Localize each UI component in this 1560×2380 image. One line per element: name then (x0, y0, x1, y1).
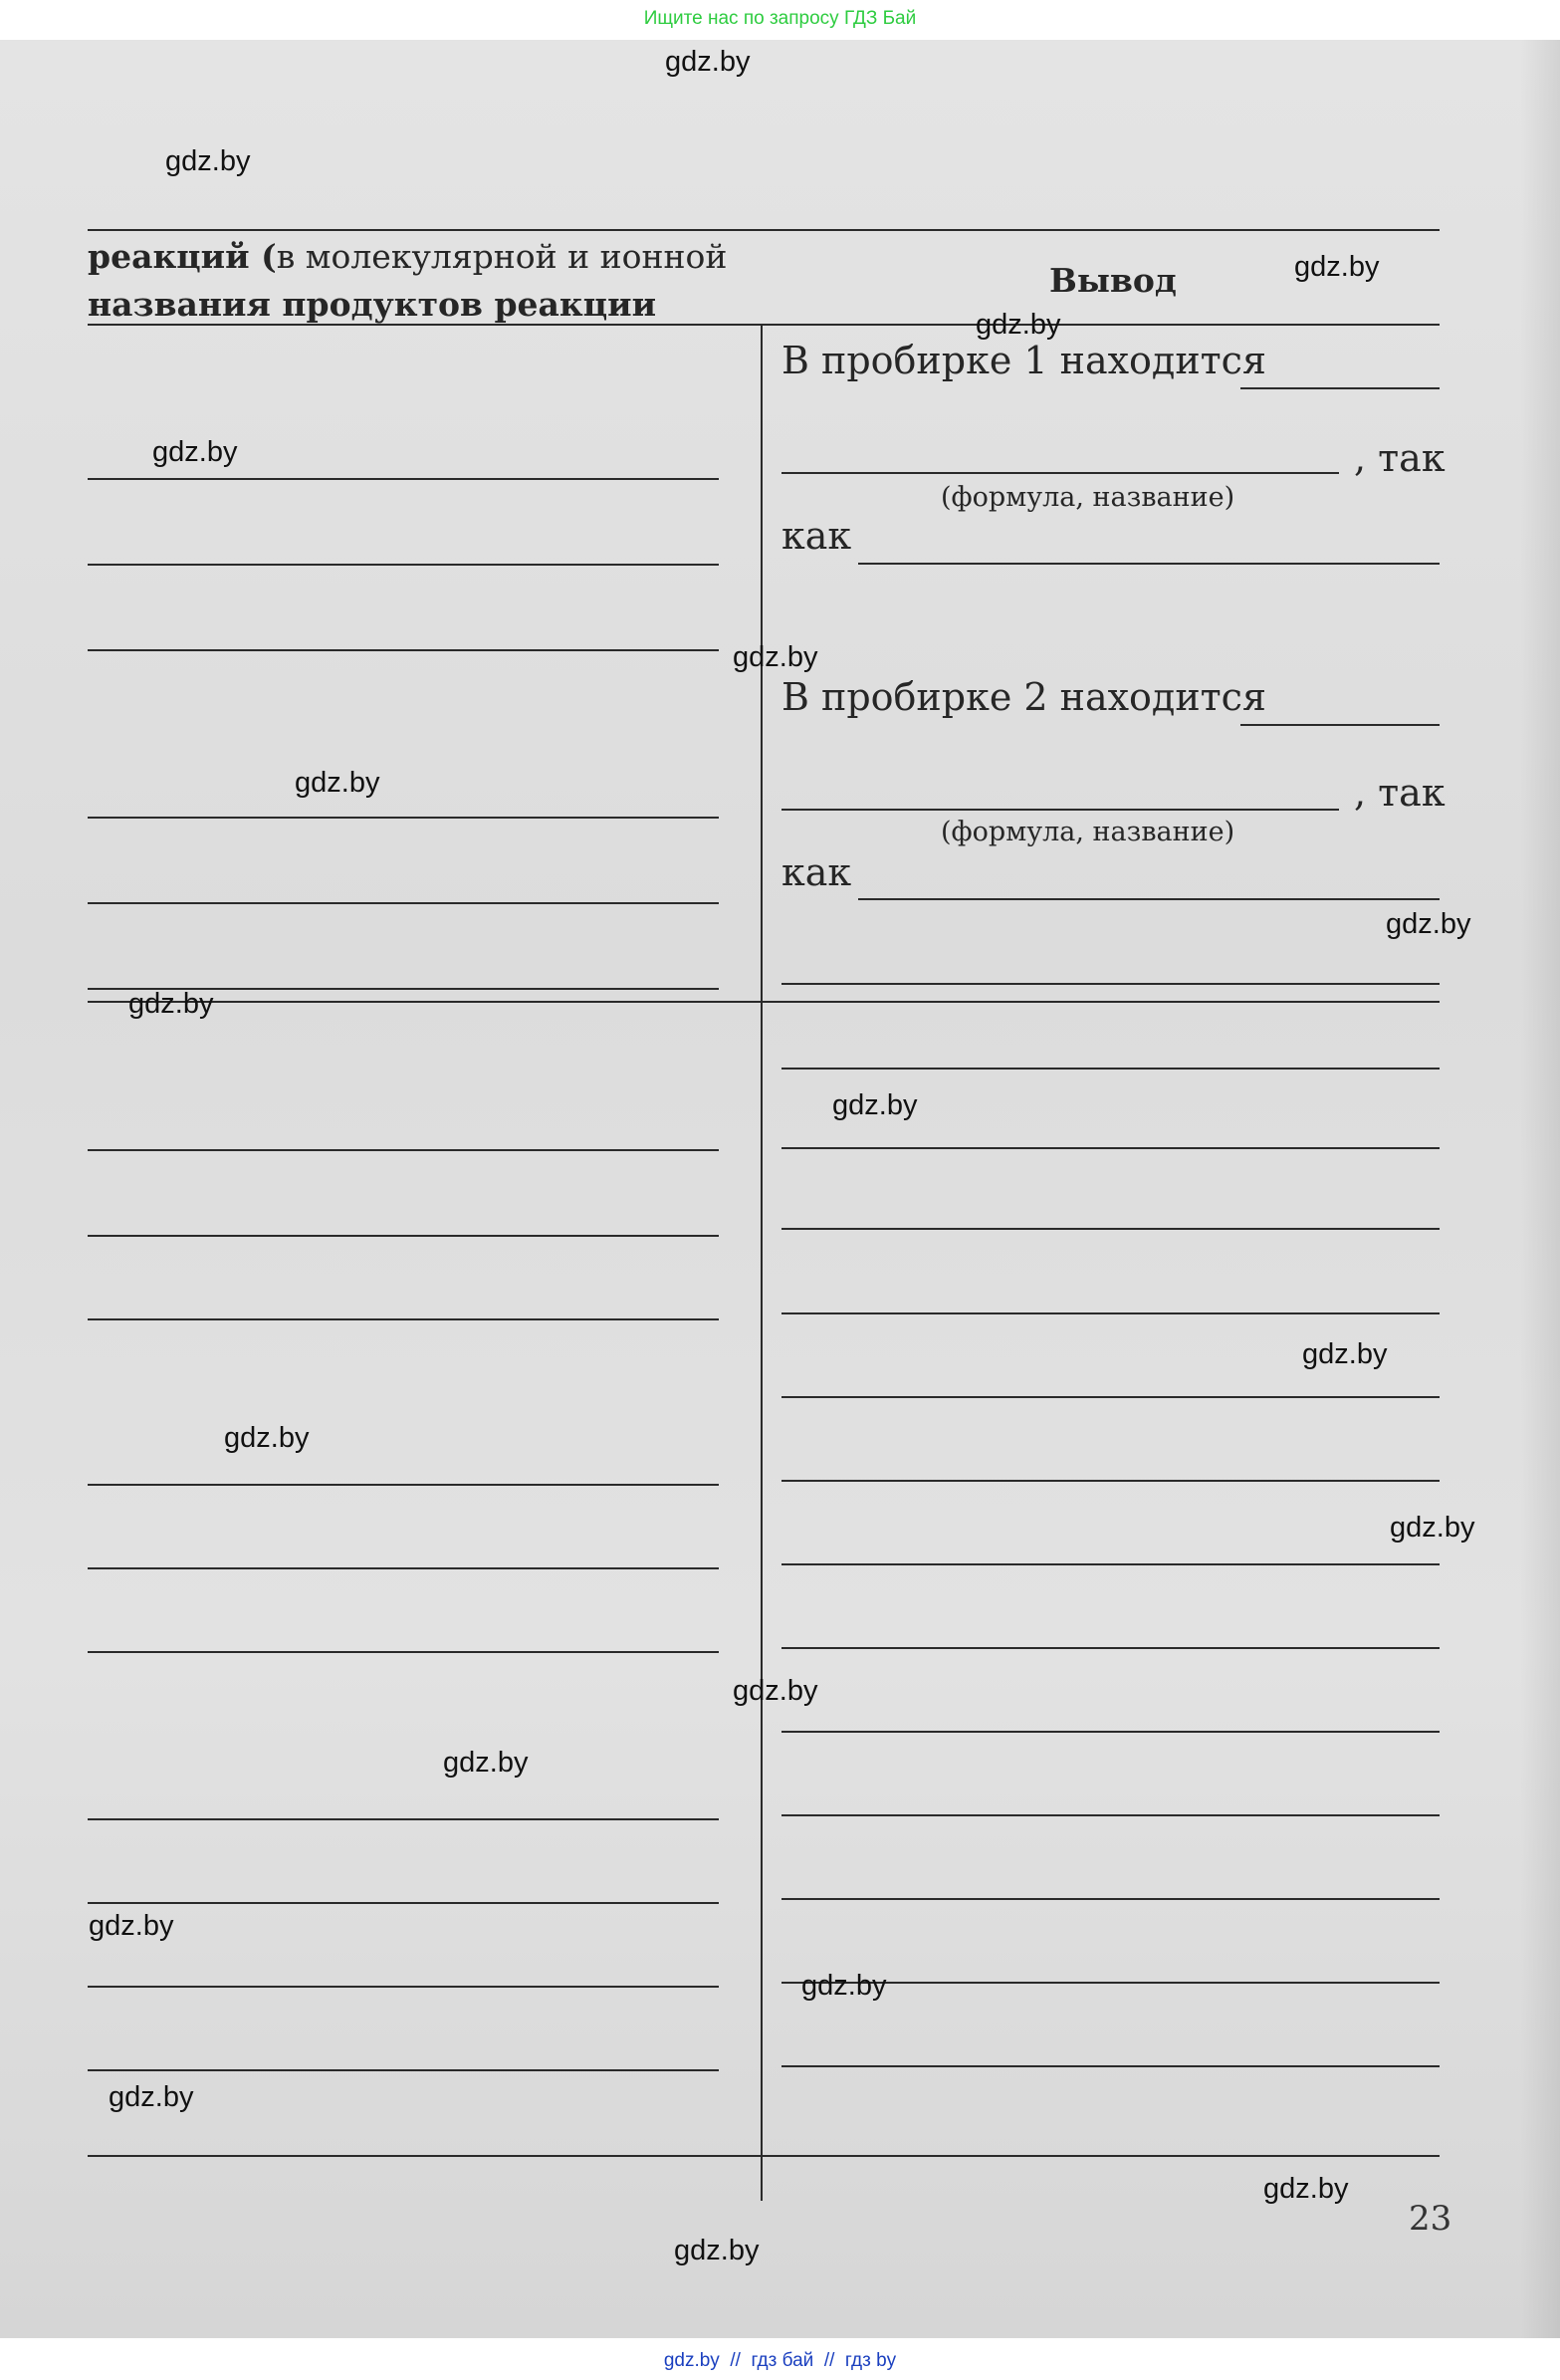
answer-line (781, 2065, 1440, 2067)
equation-line (88, 478, 719, 480)
top-banner[interactable] (0, 0, 1560, 38)
answer-line (781, 472, 1339, 474)
watermark: gdz.by (832, 1089, 918, 1121)
answer-line (781, 1480, 1440, 1482)
equation-line (88, 564, 719, 566)
header-top-rule (88, 229, 1440, 231)
answer-line (858, 563, 1440, 565)
equation-line (88, 1149, 719, 1151)
left-header-rest: в молекулярной и ионной (276, 237, 728, 276)
watermark: gdz.by (1263, 2173, 1349, 2205)
answer-line (781, 1396, 1440, 1398)
answer-line (781, 1068, 1440, 1070)
watermark: gdz.by (165, 145, 251, 177)
watermark: gdz.by (224, 1422, 310, 1454)
top-banner-text[interactable]: Ищите нас по запросу ГДЗ Бай (643, 8, 917, 29)
equation-line (88, 1567, 719, 1569)
answer-line (1240, 724, 1440, 726)
answer-line (781, 1814, 1440, 1816)
watermark: gdz.by (1294, 251, 1380, 283)
watermark: gdz.by (1386, 908, 1471, 940)
equation-line (88, 1818, 719, 1820)
watermark: gdz.by (733, 1675, 818, 1707)
tube2-kak: как (781, 850, 852, 894)
bottom-banner[interactable] (0, 2342, 1560, 2380)
left-header-line2: названия продуктов реакции (88, 285, 657, 324)
watermark: gdz.by (1302, 1338, 1388, 1370)
equation-line (88, 1986, 719, 1988)
answer-line (781, 1228, 1440, 1230)
answer-line (781, 1731, 1440, 1733)
page-number: 23 (1409, 2199, 1452, 2239)
watermark: gdz.by (801, 1970, 887, 2002)
answer-line (781, 1563, 1440, 1565)
watermark: gdz.by (665, 46, 751, 78)
watermark: gdz.by (733, 641, 818, 673)
equation-line (88, 2069, 719, 2071)
tube1-kak: как (781, 514, 852, 558)
bottom-banner-text[interactable]: gdz.by // гдз бай // гдз by (663, 2350, 897, 2371)
left-header-bold: реакций ( (88, 237, 277, 276)
column-divider (761, 325, 763, 2201)
answer-line (781, 1147, 1440, 1149)
answer-line (781, 983, 1440, 985)
table-bottom-rule (88, 2155, 1440, 2157)
equation-line (88, 817, 719, 819)
watermark: gdz.by (976, 309, 1061, 341)
tube2-tak: , так (1354, 771, 1446, 815)
left-header-line1 (88, 237, 727, 276)
tube1-tak: , так (1354, 436, 1446, 480)
tube2-text: В пробирке 2 находится (781, 675, 1266, 719)
equation-line (88, 1318, 719, 1320)
answer-line (781, 1898, 1440, 1900)
answer-line (781, 809, 1339, 811)
equation-line (88, 649, 719, 651)
watermark: gdz.by (443, 1747, 529, 1779)
answer-line (781, 1312, 1440, 1314)
tube1-hint: (формула, название) (941, 482, 1235, 513)
equation-line (88, 1902, 719, 1904)
watermark: gdz.by (152, 436, 238, 468)
answer-line (858, 898, 1440, 900)
equation-line (88, 1484, 719, 1486)
mid-divider-rule (88, 1001, 1440, 1003)
tube1-text: В пробирке 1 находится (781, 339, 1266, 382)
tube2-hint: (формула, название) (941, 817, 1235, 847)
watermark: gdz.by (89, 1910, 174, 1942)
watermark: gdz.by (1390, 1512, 1475, 1544)
watermark: gdz.by (109, 2081, 194, 2113)
header-bottom-rule (88, 324, 1440, 326)
watermark: gdz.by (295, 767, 380, 799)
equation-line (88, 1235, 719, 1237)
equation-line (88, 902, 719, 904)
conclusion-header: Вывод (1049, 261, 1177, 300)
equation-line (88, 1651, 719, 1653)
answer-line (1240, 387, 1440, 389)
watermark: gdz.by (128, 988, 214, 1020)
workbook-page (0, 40, 1560, 2338)
answer-line (781, 1647, 1440, 1649)
watermark: gdz.by (674, 2235, 760, 2266)
